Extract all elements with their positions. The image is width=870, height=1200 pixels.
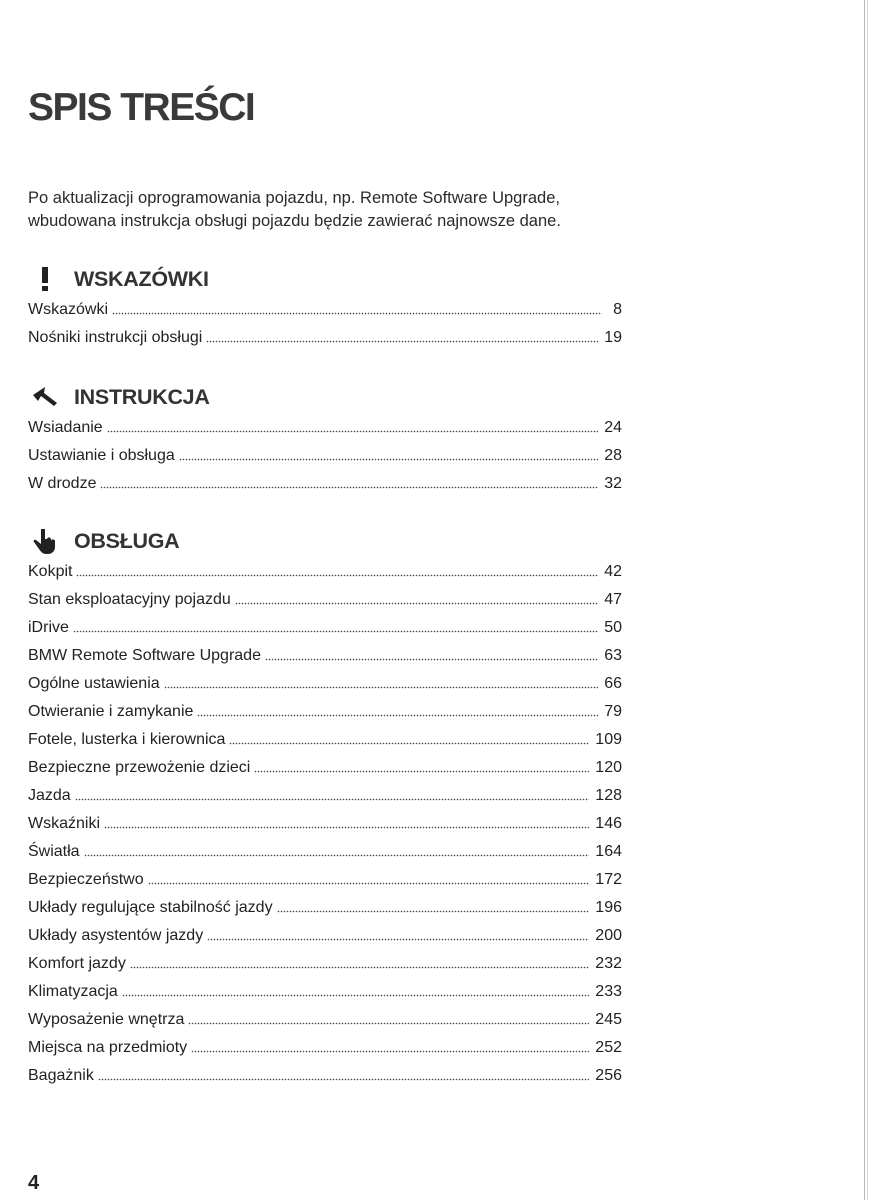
toc-entry-page: 233: [595, 983, 622, 1000]
toc-entry[interactable]: [28, 922, 622, 950]
section-title: WSKAZÓWKI: [74, 266, 209, 291]
toc-entry-label: Światła: [28, 843, 80, 860]
toc-entry-page: 172: [595, 871, 622, 888]
toc-entry-page: 256: [595, 1067, 622, 1084]
exclamation-icon: [28, 264, 62, 294]
dot-leader: [76, 572, 598, 579]
toc-entry-page: 8: [613, 301, 622, 318]
section-title: OBSŁUGA: [74, 528, 180, 553]
toc-entry-page: 79: [604, 703, 622, 720]
dot-leader: [104, 824, 589, 831]
toc-entry[interactable]: [28, 698, 622, 726]
toc-entry-label: W drodze: [28, 475, 97, 492]
dot-leader: [235, 600, 598, 607]
dot-leader: [73, 628, 598, 635]
dot-leader: [164, 684, 599, 691]
dot-leader: [98, 1076, 589, 1083]
page-number: 4: [28, 1172, 40, 1194]
toc-list: [28, 296, 622, 352]
toc-entry-label: Ogólne ustawienia: [28, 675, 160, 692]
toc-entry-label: BMW Remote Software Upgrade: [28, 647, 261, 664]
dot-leader: [122, 992, 589, 999]
toc-entry-page: 63: [604, 647, 622, 664]
toc-entry-label: Wskazówki: [28, 301, 109, 318]
toc-entry[interactable]: [28, 1034, 622, 1062]
toc-entry-page: 32: [604, 475, 622, 492]
toc-entry-label: Wyposażenie wnętrza: [28, 1011, 185, 1028]
toc-entry[interactable]: [28, 810, 622, 838]
intro-paragraph: Po aktualizacji oprogramowania pojazdu, np. Remote Software Upgrade, wbudowana instrukcja obsługi pojazdu będzie zawierać najnowsze dane.: [28, 189, 561, 230]
toc-entry[interactable]: [28, 866, 622, 894]
toc-entry[interactable]: [28, 978, 622, 1006]
toc-entry[interactable]: [28, 442, 622, 470]
toc-entry-page: 245: [595, 1011, 622, 1028]
toc-entry-page: 164: [595, 843, 622, 860]
toc-entry-label: Miejsca na przedmioty: [28, 1039, 188, 1056]
toc-entry-label: Komfort jazdy: [28, 955, 126, 972]
toc-entry[interactable]: [28, 894, 622, 922]
toc-entry-label: Stan eksploatacyjny pojazdu: [28, 591, 231, 608]
toc-entry[interactable]: [28, 1062, 622, 1090]
toc-entry-label: Klimatyzacja: [28, 983, 118, 1000]
dot-leader: [148, 880, 590, 887]
toc-entry-label: Ustawianie i obsługa: [28, 447, 175, 464]
toc-entry-label: Bezpieczne przewożenie dzieci: [28, 759, 251, 776]
section-title: INSTRUKCJA: [74, 384, 210, 409]
dot-leader: [254, 768, 589, 775]
section-obsluga: [28, 524, 622, 1090]
toc-entry-page: 146: [595, 815, 622, 832]
toc-entry[interactable]: [28, 470, 622, 498]
dot-leader: [100, 484, 598, 491]
cursor-arrow-icon: [28, 382, 62, 412]
dot-leader: [191, 1048, 589, 1055]
dot-leader: [112, 310, 602, 317]
dot-leader: [179, 456, 598, 463]
section-wskazowki: [28, 262, 622, 352]
toc-entry-page: 196: [595, 899, 622, 916]
toc-entry-label: Fotele, lusterka i kierownica: [28, 731, 226, 748]
toc-entry[interactable]: [28, 950, 622, 978]
dot-leader: [207, 936, 589, 943]
toc-entry[interactable]: [28, 296, 622, 324]
section-header: [28, 380, 622, 414]
toc-list: [28, 414, 622, 498]
toc-entry-page: 252: [595, 1039, 622, 1056]
toc-entry-page: 50: [604, 619, 622, 636]
dot-leader: [75, 796, 590, 803]
dot-leader: [130, 964, 589, 971]
toc-entry-page: 200: [595, 927, 622, 944]
toc-entry[interactable]: [28, 1006, 622, 1034]
toc-entry-label: iDrive: [28, 619, 69, 636]
page-title: SPIS TREŚCI: [28, 86, 255, 129]
toc-entry[interactable]: [28, 324, 622, 352]
dot-leader: [84, 852, 590, 859]
toc-entry-page: 128: [595, 787, 622, 804]
toc-entry-page: 24: [604, 419, 622, 436]
toc-entry-page: 42: [604, 563, 622, 580]
toc-entry[interactable]: [28, 670, 622, 698]
toc-entry[interactable]: [28, 642, 622, 670]
toc-entry-page: 47: [604, 591, 622, 608]
toc-entry-label: Wsiadanie: [28, 419, 103, 436]
toc-entry-label: Bezpieczeństwo: [28, 871, 144, 888]
toc-entry-label: Jazda: [28, 787, 71, 804]
section-header: [28, 262, 622, 296]
toc-entry[interactable]: [28, 414, 622, 442]
toc-entry[interactable]: [28, 726, 622, 754]
toc-entry-label: Układy asystentów jazdy: [28, 927, 204, 944]
dot-leader: [107, 428, 599, 435]
toc-entry[interactable]: [28, 754, 622, 782]
toc-entry-label: Wskaźniki: [28, 815, 101, 832]
toc-entry-label: Bagażnik: [28, 1067, 94, 1084]
toc-entry-page: 28: [604, 447, 622, 464]
toc-entry-page: 66: [604, 675, 622, 692]
toc-entry[interactable]: [28, 838, 622, 866]
toc-entry-page: 232: [595, 955, 622, 972]
toc-entry-label: Układy regulujące stabilność jazdy: [28, 899, 273, 916]
pointing-hand-icon: [28, 526, 62, 556]
dot-leader: [265, 656, 598, 663]
dot-leader: [197, 712, 598, 719]
dot-leader: [188, 1020, 589, 1027]
toc-entry[interactable]: [28, 782, 622, 810]
toc-entry-label: Nośniki instrukcji obsługi: [28, 329, 203, 346]
toc-entry-label: Otwieranie i zamykanie: [28, 703, 194, 720]
toc-entry[interactable]: [28, 614, 622, 642]
toc-entry-label: Kokpit: [28, 563, 73, 580]
toc-entry-page: 120: [595, 759, 622, 776]
dot-leader: [277, 908, 590, 915]
page-edge-line: [864, 0, 865, 1200]
toc-list: [28, 558, 622, 1090]
toc-entry[interactable]: [28, 586, 622, 614]
page-edge-line-inner: [867, 0, 868, 1200]
toc-entry-page: 19: [604, 329, 622, 346]
section-instrukcja: [28, 380, 622, 498]
dot-leader: [229, 740, 589, 747]
toc-entry[interactable]: [28, 558, 622, 586]
dot-leader: [206, 338, 598, 345]
section-header: [28, 524, 622, 558]
toc-entry-page: 109: [595, 731, 622, 748]
